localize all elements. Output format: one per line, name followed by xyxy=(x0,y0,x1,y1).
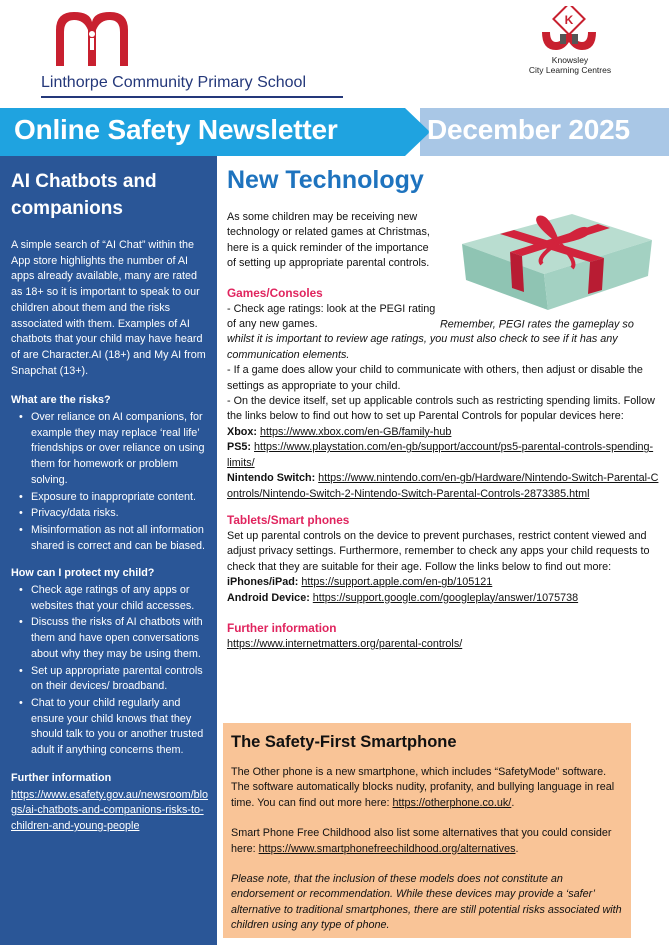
risks-list xyxy=(11,410,209,554)
protect-list xyxy=(11,583,209,759)
esafety-link[interactable]: https://www.esafety.gov.au/newsroom/blogs/ai-chatbots-and-companions-risks-to-children-and-young-people xyxy=(11,788,209,832)
svg-text:K: K xyxy=(564,13,574,27)
iphone-link[interactable]: https://support.apple.com/en-gb/105121 xyxy=(301,576,493,589)
alternatives-end: . xyxy=(515,842,519,855)
sidebar-title: AI Chatbots and companions xyxy=(11,171,157,219)
list-item: • Discuss the risks of AI chatbots with them and have open conversations about why they may be using them. xyxy=(11,615,209,662)
iphone-label: iPhones/iPad: xyxy=(227,576,299,589)
main-content xyxy=(227,160,659,652)
list-item: • Exposure to inappropriate content. xyxy=(11,490,209,506)
android-label: Android Device: xyxy=(227,591,310,604)
xbox-label: Xbox: xyxy=(227,425,257,438)
list-item: • Misinformation as not all information shared is correct and can be biased. xyxy=(11,523,209,554)
partner-name xyxy=(510,55,630,75)
partner-name-line1: Knowsley xyxy=(551,55,589,65)
sidebar-intro: A simple search of “AI Chat” within the App store highlights the number of AI apps already available, many are rated as 18+ so it is important to speak to our children about them and the risks associated with them. Examples of AI chatbots that your child may have heard of are Character.AI (18+) and My AI from Snapchat (13+). xyxy=(11,239,206,377)
alternatives-paragraph xyxy=(231,826,623,857)
newsletter-date: December 2025 xyxy=(427,114,630,145)
alternatives-link[interactable]: https://www.smartphonefreechildhood.org/alternatives xyxy=(258,842,516,855)
partner-name-line2: City Learning Centres xyxy=(528,65,612,75)
otherphone-end: . xyxy=(511,796,515,809)
otherphone-paragraph xyxy=(231,765,623,811)
wrapped-gift-icon xyxy=(452,192,662,312)
xbox-link[interactable]: https://www.xbox.com/en-GB/family-hub xyxy=(260,425,452,438)
switch-link[interactable]: https://www.nintendo.com/en-gb/Hardware/Nintendo-Switch-Parental-Controls/Nintendo-Switch-2-Nintendo-Switch-Parental-Controls-2873385.html xyxy=(227,472,659,500)
main-further-row xyxy=(227,637,659,652)
risks-heading: What are the risks? xyxy=(11,394,111,407)
ps5-label: PS5: xyxy=(227,441,252,454)
disclaimer-paragraph: Please note, that the inclusion of these models does not constitute an endorsement or recommendation. While these devices may provide a ‘safer’ alternative to traditional smartphones, there are still potential risks associated with children using any type of phone. xyxy=(231,873,622,932)
games-line2: - If a game does allow your child to communicate with others, then adjust or disable the settings as appropriate to your child. xyxy=(227,364,643,392)
list-item: • Check age ratings of any apps or websites that your child accesses. xyxy=(11,583,209,614)
sidebar-further-heading: Further information xyxy=(11,771,112,784)
switch-label: Nintendo Switch: xyxy=(227,472,316,485)
protect-heading: How can I protect my child? xyxy=(11,567,155,580)
ps5-link[interactable]: https://www.playstation.com/en-gb/support/account/ps5-parental-controls-spending-limits/ xyxy=(227,441,654,469)
android-row xyxy=(227,591,659,606)
otherphone-link[interactable]: https://otherphone.co.uk/ xyxy=(392,796,512,809)
newsletter-title: Online Safety Newsletter xyxy=(14,114,338,145)
android-link[interactable]: https://support.google.com/googleplay/answer/1075738 xyxy=(312,591,579,604)
ps5-row xyxy=(227,440,659,471)
knowsley-clc-logo-icon xyxy=(538,6,600,52)
header xyxy=(0,0,669,110)
otherphone-text: The Other phone is a new smartphone, which includes “SafetyMode” software. The software automatically blocks nudity, profanity, and bullying language in real time. You can find out more here: xyxy=(231,766,615,809)
tablets-text: Set up parental controls on the device to prevent purchases, restrict content viewed and adjust privacy settings. Furthermore, remember to check any apps your child requests to check that they are suitable for their age. Follow the links below to find out more: xyxy=(227,529,650,573)
games-line3: - On the device itself, set up applicable controls such as restricting spending limits. Follow the links below to find out how to set up Parental Controls for popular devices here: xyxy=(227,395,655,423)
games-heading: Games/Consoles xyxy=(227,285,323,300)
safety-first-smartphone-box xyxy=(223,723,631,938)
switch-row xyxy=(227,471,659,502)
school-name-underline xyxy=(41,96,343,98)
title-banner xyxy=(0,108,669,156)
xbox-row xyxy=(227,425,659,440)
main-intro: As some children may be receiving new technology or related games at Christmas, here is a quick reminder of the importance of setting up appropriate parental controls. xyxy=(227,211,430,270)
games-line1-italic: Remember, PEGI rates the gameplay so whilst it is important to review age ratings, you must also check to see if it has any communication elements. xyxy=(227,318,634,361)
list-item: • Set up appropriate parental controls on their devices/ broadband. xyxy=(11,664,209,695)
smartphone-box-title: The Safety-First Smartphone xyxy=(231,733,457,751)
alternatives-text: Smart Phone Free Childhood also list some alternatives that you could consider here: xyxy=(231,827,612,855)
iphone-row xyxy=(227,575,659,590)
games-line1: - Check age ratings: look at the PEGI rating of any new games. xyxy=(227,302,436,331)
list-item: • Over reliance on AI companions, for example they may replace ‘real life’ friendships or over reliance on using them for homework or problem solving. xyxy=(11,410,209,489)
main-further-heading: Further information xyxy=(227,620,337,635)
school-name: Linthorpe Community Primary School xyxy=(41,74,306,91)
children-figures-logo-icon xyxy=(52,8,132,68)
sidebar-ai-chatbots xyxy=(0,156,217,945)
list-item: • Privacy/data risks. xyxy=(11,506,209,522)
tablets-heading: Tablets/Smart phones xyxy=(227,512,350,527)
internetmatters-link[interactable]: https://www.internetmatters.org/parental-controls/ xyxy=(227,637,463,650)
list-item: • Chat to your child regularly and ensure your child knows that they should talk to you or another trusted adult if anything concerns them. xyxy=(11,696,209,759)
main-title: New Technology xyxy=(227,166,424,194)
